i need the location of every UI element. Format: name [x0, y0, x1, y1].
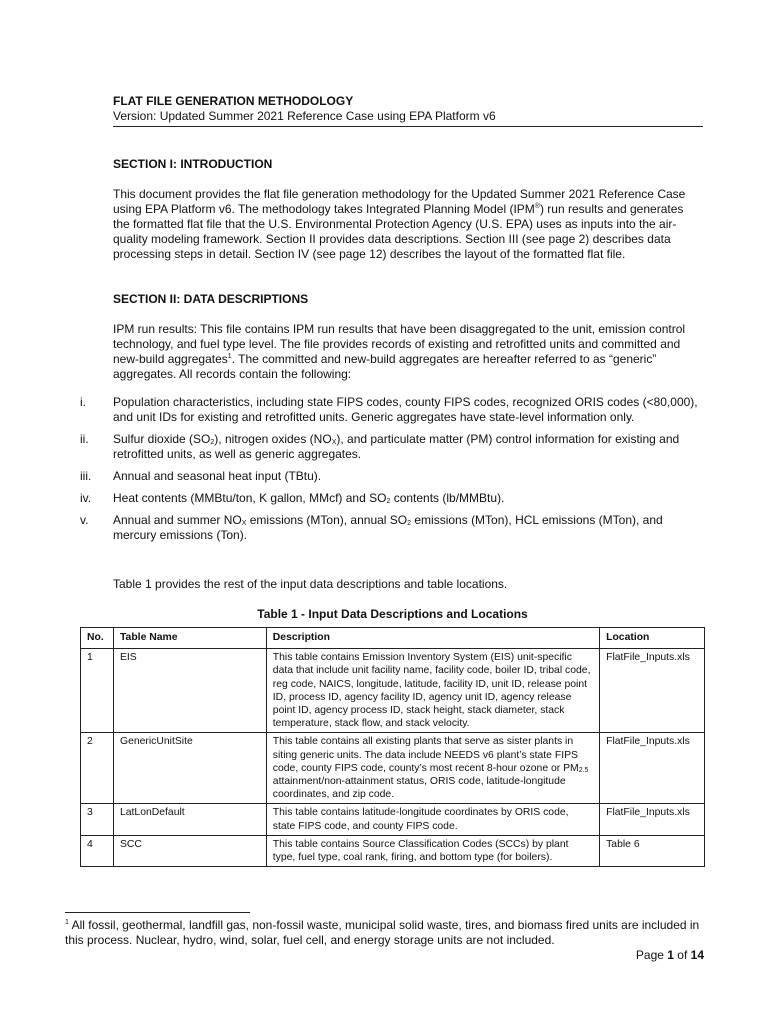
list-text: Annual and summer NO — [113, 513, 242, 527]
page-total: 14 — [690, 948, 704, 962]
list-numeral: ii. — [80, 432, 89, 446]
section-2-heading: SECTION II: DATA DESCRIPTIONS — [113, 292, 309, 306]
page-prefix: Page — [635, 948, 668, 962]
list-text: ), nitrogen oxides (NO — [214, 432, 332, 446]
list-item — [80, 432, 705, 462]
list-item — [80, 513, 705, 543]
cell-no: 2 — [81, 733, 114, 804]
subscript: 2 — [210, 439, 215, 446]
section-2-text: IPM run results: This file contains IPM run results that have been disaggregated to the unit, emission control technology, and fuel type level. The file provides records of existing and retrofitted units and committed and new-build aggregates — [113, 322, 686, 366]
table-intro-paragraph: Table 1 provides the rest of the input data descriptions and table locations. — [113, 577, 508, 591]
page-of: of — [673, 948, 691, 962]
subscript: X — [331, 439, 337, 446]
description-text: attainment/non-attainment status, ORIS code, latitude-longitude coordinates, and zip code. — [272, 776, 566, 801]
table-title: Table 1 - Input Data Descriptions and Locations — [257, 607, 528, 621]
list-item — [80, 491, 705, 506]
section-1-paragraph — [113, 187, 703, 262]
cell-description — [266, 733, 599, 804]
subscript: 2.5 — [578, 766, 589, 774]
cell-table-name: EIS — [113, 649, 266, 733]
table-row — [81, 804, 705, 835]
description-text: This table contains all existing plants that serve as sister plants in siting generic units. The data include NEEDS v6 plant’s state FIPS code, county FIPS code, county’s most recent 8-hour ozone or PM — [272, 736, 579, 774]
list-text: Heat contents (MMBtu/ton, K gallon, MMcf) and SO — [113, 491, 387, 505]
table-header-row — [81, 628, 705, 649]
document-version: Version: Updated Summer 2021 Reference Case using EPA Platform v6 — [113, 109, 496, 123]
document-header — [113, 94, 703, 127]
footnote-marker: 1 — [65, 919, 69, 926]
section-1-text-cont: ) run results and generates the formatted flat file that the U.S. Environmental Protection Agency (U.S. EPA) uses as inputs into the air-quality modeling framework. Section II provides data descriptions. Section III (see page 2) describes data processing steps in detail. Section IV (see page 12) describes the layout of the formatted flat file. — [113, 202, 684, 261]
list-text: ), and particulate matter (PM) control information for existing and retrofitted units, as well as generic aggregates. — [113, 432, 680, 461]
cell-table-name: LatLonDefault — [113, 804, 266, 835]
document-title: FLAT FILE GENERATION METHODOLOGY — [113, 94, 354, 108]
page-current: 1 — [667, 948, 674, 962]
cell-location: FlatFile_Inputs.xls — [600, 649, 705, 733]
page-number — [636, 948, 704, 963]
registered-mark: ® — [534, 203, 540, 210]
table-row — [81, 733, 705, 804]
footnote-divider — [65, 912, 250, 913]
subscript: 2 — [407, 520, 412, 527]
records-list — [80, 395, 705, 550]
list-text: Annual and seasonal heat input (TBtu). — [113, 469, 322, 483]
cell-no: 4 — [81, 835, 114, 866]
column-header-description: Description — [266, 628, 599, 649]
list-numeral: i. — [80, 395, 86, 409]
cell-location: FlatFile_Inputs.xls — [600, 733, 705, 804]
column-header-table-name: Table Name — [113, 628, 266, 649]
list-numeral: v. — [80, 513, 89, 527]
list-text: emissions (MTon), HCL emissions (MTon), and mercury emissions (Ton). — [113, 513, 663, 542]
footnote — [65, 918, 705, 948]
cell-table-name: GenericUnitSite — [113, 733, 266, 804]
footnote-ref: 1 — [227, 353, 232, 360]
list-text: emissions (MTon), annual SO — [246, 513, 408, 527]
input-data-table — [80, 627, 705, 867]
table-row — [81, 649, 705, 733]
list-numeral: iv. — [80, 491, 92, 505]
subscript: X — [241, 520, 247, 527]
list-text: Population characteristics, including state FIPS codes, county FIPS codes, recognized ORIS codes (<80,000), and unit IDs for existing and retrofitted units. Generic aggregates have state-level information only. — [113, 395, 698, 424]
cell-no: 3 — [81, 804, 114, 835]
cell-description: This table contains latitude-longitude coordinates by ORIS code, state FIPS code, and county FIPS code. — [266, 804, 599, 835]
list-text: contents (lb/MMBtu). — [390, 491, 505, 505]
cell-description: This table contains Emission Inventory System (EIS) unit-specific data that include unit facility name, facility code, boiler ID, tribal code, reg code, NAICS, longitude, latitude, facility ID, unit ID, release point ID, process ID, agency facility ID, agency unit ID, agency release point ID, agency process ID, stack height, stack diameter, stack temperature, stack flow, and stack velocity. — [266, 649, 599, 733]
section-1-heading: SECTION I: INTRODUCTION — [113, 157, 273, 171]
section-2-paragraph — [113, 322, 703, 382]
cell-no: 1 — [81, 649, 114, 733]
table-row — [81, 835, 705, 866]
list-text: Sulfur dioxide (SO — [113, 432, 211, 446]
cell-location: FlatFile_Inputs.xls — [600, 804, 705, 835]
column-header-no: No. — [81, 628, 114, 649]
section-1-text: This document provides the flat file generation methodology for the Updated Summer 2021 Reference Case using EPA Platform v6. The methodology takes Integrated Planning Model (IPM — [113, 187, 686, 216]
cell-table-name: SCC — [113, 835, 266, 866]
list-item — [80, 395, 705, 425]
section-2-text-cont: . The committed and new-build aggregates are hereafter referred to as “generic” aggregates. All records contain the following: — [113, 352, 657, 381]
column-header-location: Location — [600, 628, 705, 649]
footnote-text: All fossil, geothermal, landfill gas, non-fossil waste, municipal solid waste, tires, and biomass fired units are included in this process. Nuclear, hydro, wind, solar, fuel cell, and energy storage units are not included. — [65, 918, 700, 947]
subscript: 2 — [386, 498, 391, 505]
list-item — [80, 469, 705, 484]
cell-location: Table 6 — [600, 835, 705, 866]
cell-description: This table contains Source Classification Codes (SCCs) by plant type, fuel type, coal rank, firing, and bottom type (for boilers). — [266, 835, 599, 866]
list-numeral: iii. — [80, 469, 92, 483]
